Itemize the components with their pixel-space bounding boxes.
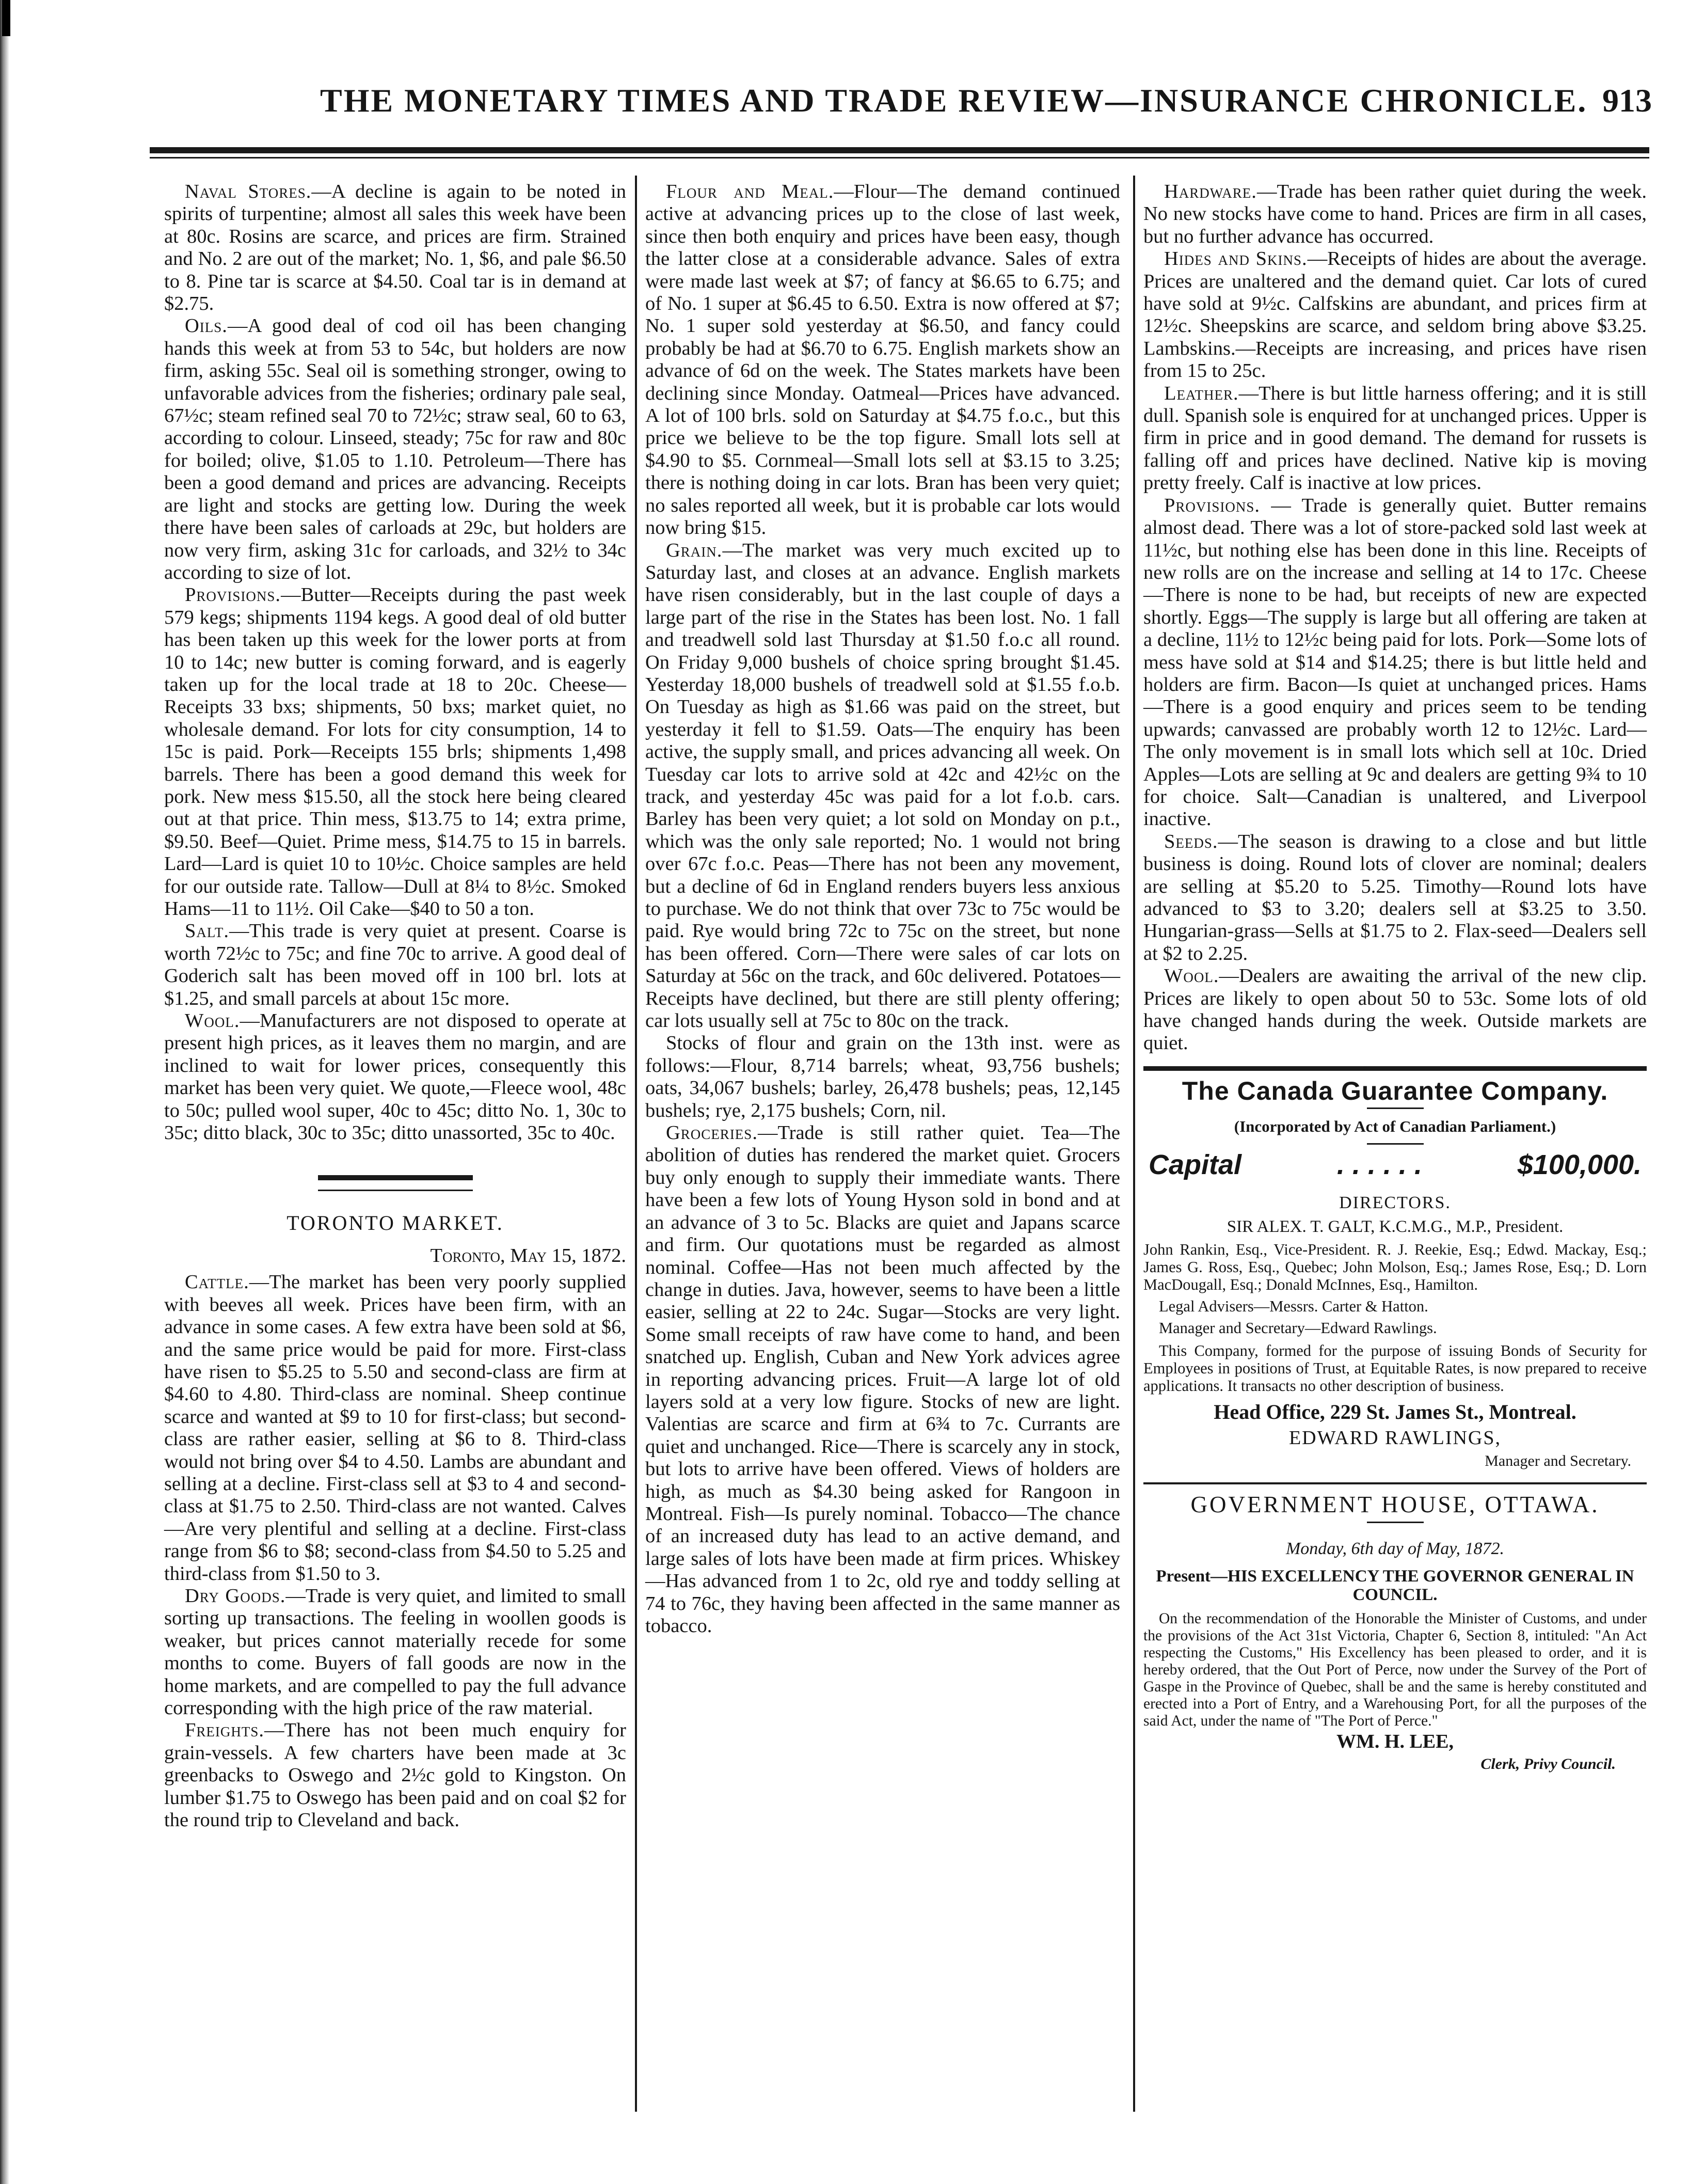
- paragraph-text: —Receipts of hides are about the average. Prices are unaltered and the demand quiet. Car lots of cured have sold at 9½c. Calfskins are abundant, and prices firm at 12½c. Sheepskins are scarce, and seldom bring above $3.25. Lambskins.—Receipts are increasing, and prices have risen from 15 to 25c.: [1143, 248, 1647, 382]
- capital-row: [1149, 1149, 1642, 1180]
- paragraph-text: —Trade has been rather quiet during the week. No new stocks have come to hand. Prices are firm in all cases, but no further advance has occurred.: [1143, 181, 1647, 247]
- notice-rule: [1143, 1482, 1647, 1484]
- paragraph-text: —There has not been much enquiry for grain-vessels. A few charters have been made at 3c greenbacks to Oswego and 2½c gold to Kingston. On lumber $1.75 to Oswego has been paid and on coal $2 for the round trip to Cleveland and back.: [164, 1719, 626, 1831]
- section-lead: Grain.: [666, 539, 723, 561]
- column-rule: [1133, 176, 1135, 2112]
- market-paragraph: [164, 181, 626, 315]
- section-lead: Oils.: [185, 315, 228, 337]
- paragraph-text: —Manufacturers are not disposed to operate at present high prices, as it leaves them no margin, and are inclined to wait for lower prices, consequently this market has been very quiet. We quote,—Fleece wool, 48c to 50c; pulled wool super, 40c to 45c; ditto No. 1, 30c to 35c; ditto black, 30c to 35c; ditto unassorted, 35c to 40c.: [164, 1010, 626, 1144]
- manager-line: Manager and Secretary—Edward Rawlings.: [1159, 1319, 1437, 1337]
- market-paragraph: [1143, 831, 1647, 965]
- section-lead: Salt.: [185, 920, 230, 942]
- head-office: Head Office, 229 St. James St., Montreal.: [1214, 1400, 1576, 1423]
- market-paragraph: [164, 1719, 626, 1831]
- notice-body: On the recommendation of the Honorable the Minister of Customs, and under the provisions of the Act 31st Victoria, Chapter 6, Section 8, intituled: "An Act respecting the Customs," His Excellency has been pleased to order, and it is hereby ordered, that the Out Port of Perce, now under the Survey of the Port of Gaspe in the Province of Quebec, shall be and the same is hereby constituted and erected into a Port of Entry, and a Warehousing Port, for all the purposes of the said Act, under the name of "The Port of Perce.": [1143, 1610, 1647, 1729]
- section-lead: Wool.: [1164, 965, 1219, 987]
- dateline: Toronto, May 15, 1872.: [430, 1244, 626, 1267]
- section-rule: [318, 1175, 473, 1180]
- column-2: [645, 181, 1120, 1637]
- market-paragraph: [1143, 383, 1647, 495]
- paragraph-text: —The market has been very poorly supplied with beeves all week. Prices have been firm, with an advance in some cases. A few extra have been sold at $6, and the same price would be paid for more. First-class have risen to $5.25 to 5.50 and second-class are firm at $4.60 to 4.80. Third-class are nominal. Sheep continue scarce and wanted at $9 to 10 for first-class; but second-class are rather easier, selling at $6 to 8. Third-class would not bring over $4 to 4.50. Lambs are abundant and selling at a decline. First-class sell at $3 to 4 and second-class at $1.75 to 2.50. Third-class are not wanted. Calves—Are very plentiful and selling at a decline. First-class range from $6 to $8; second-class from $4.50 to 5.25 and third-class from $1.50 to 3.: [164, 1271, 626, 1585]
- binding-mark: [2, 0, 10, 36]
- section-lead: Provisions.: [185, 584, 281, 606]
- running-title: THE MONETARY TIMES AND TRADE REVIEW—INSURANCE CHRONICLE.: [320, 82, 1588, 119]
- market-paragraph: [645, 540, 1120, 1033]
- market-paragraph: [1143, 181, 1647, 248]
- section-lead: Groceries.: [666, 1122, 758, 1144]
- directors-list: John Rankin, Esq., Vice-President. R. J. Reekie, Esq.; Edwd. Mackay, Esq.; James G. Ross, Esq., Quebec; John Molson, Esq.; James Rose, Esq.; D. Lorn MacDougall, Esq.; Donald McInnes, Esq., Hamilton.: [1143, 1240, 1647, 1293]
- market-paragraph: [164, 315, 626, 584]
- guarantee-advert: [1143, 1076, 1647, 1472]
- market-paragraph: [1143, 965, 1647, 1055]
- market-paragraph: [1143, 248, 1647, 382]
- paragraph-text: —Trade is very quiet, and limited to small sorting up transactions. The feeling in woollen goods is weaker, but prices cannot materially recede for some months to come. Buyers of fall goods are now in the home markets, and are compelled to pay the full advance corresponding with the high price of the raw material.: [164, 1585, 626, 1719]
- notice-divider: [1367, 1522, 1424, 1523]
- section-lead: Hides and Skins.: [1164, 248, 1308, 270]
- column-rule: [635, 176, 637, 2112]
- paragraph-text: —Flour—The demand continued active at advancing prices up to the close of last week, since then both enquiry and prices have been easy, though the latter close at a considerable advance. Sales of extra were made last week at $7; of fancy at $6.65 to 6.75; and of No. 1 super at $6.45 to 6.50. Extra is now offered at $7; No. 1 super sold yesterday at $6.50, and fancy could probably be had at $6.70 to 6.75. English markets show an advance of 6d on the week. The States markets have been declining since Monday. Oatmeal—Prices have advanced. A lot of 100 brls. sold on Saturday at $4.75 f.o.c., but this price we believe to be the top figure. Small lots sell at $4.90 to $5. Cornmeal—Small lots sell at $3.15 to 3.25; there is nothing doing in car lots. Bran has been very quiet; no sales reported all week, but it is probable car lots would now bring $15.: [645, 181, 1121, 539]
- column-3: [1143, 181, 1647, 1776]
- market-paragraph: [164, 1010, 626, 1144]
- market-paragraph: [645, 181, 1120, 540]
- section-lead: Leather.: [1164, 382, 1239, 404]
- capital-label: Capital: [1149, 1149, 1242, 1180]
- paragraph-text: Stocks of flour and grain on the 13th inst. were as follows:—Flour, 8,714 barrels; wheat, 93,756 bushels; oats, 34,067 bushels; barley, 26,478 bushels; peas, 12,145 bushels; rye, 2,175 bushels; Corn, nil.: [645, 1032, 1120, 1121]
- advert-incorporation: (Incorporated by Act of Canadian Parliament.): [1234, 1117, 1556, 1136]
- paragraph-text: —Dealers are awaiting the arrival of the new clip. Prices are likely to open about 50 to 53c. Some lots of old have changed hands during the week. Outside markets are quiet.: [1143, 965, 1647, 1054]
- advert-title: The Canada Guarantee Company.: [1182, 1076, 1609, 1105]
- government-notice: [1143, 1494, 1647, 1776]
- page-number: 913: [1602, 82, 1652, 119]
- notice-signer-title: Clerk, Privy Council.: [1480, 1755, 1616, 1773]
- paragraph-text: —The season is drawing to a close and but little business is doing. Round lots of clover are nominal; dealers are selling at $5.20 to 5.25. Timothy—Round lots have advanced to $3 to 3.20; dealers sell at $3.25 to 3.50. Hungarian-grass—Sells at $1.75 to 2. Flax-seed—Dealers sell at $2 to 2.25.: [1143, 830, 1647, 964]
- market-paragraph: [164, 920, 626, 1010]
- section-lead: Seeds.: [1164, 830, 1218, 852]
- market-paragraph: [164, 584, 626, 920]
- section-lead: Naval Stores.: [185, 181, 312, 202]
- advert-signer-title: Manager and Secretary.: [1485, 1452, 1631, 1469]
- notice-signer: WM. H. LEE,: [1336, 1730, 1454, 1752]
- capital-value: $100,000.: [1517, 1149, 1642, 1180]
- notice-date: Monday, 6th day of May, 1872.: [1285, 1539, 1505, 1558]
- notice-title: GOVERNMENT HOUSE, OTTAWA.: [1190, 1492, 1600, 1518]
- advert-signer: EDWARD RAWLINGS,: [1288, 1427, 1502, 1449]
- header-rule-thin: [150, 157, 1649, 159]
- advert-divider: [1367, 1107, 1424, 1109]
- paragraph-text: — Trade is generally quiet. Butter remains almost dead. There was a lot of store-packed sold last week at 11½c, but nothing else has been done in this line. Receipts of new rolls are on the increase and selling at 14 to 17c. Cheese—There is none to be had, but receipts of new are expected shortly. Eggs—The supply is large but all offering are taken at a decline, 11½ to 12½c being paid for lots. Pork—Some lots of mess have sold at $14 and $14.25; there is but little held and holders are firm. Bacon—Is quiet at unchanged prices. Hams—There is a good enquiry and prices seem to be tending upwards; canvassed are probably worth 12 to 12½c. Lard—The only movement is in small lots which sell at 10c. Dried Apples—Lots are selling at 9c and dealers are getting 9¾ to 10 for choice. Salt—Canadian is unaltered, and Liverpool inactive.: [1143, 494, 1647, 830]
- directors-heading: DIRECTORS.: [1339, 1193, 1451, 1213]
- page-header: [155, 82, 1652, 138]
- notice-present: Present—HIS EXCELLENCY THE GOVERNOR GENERAL IN COUNCIL.: [1156, 1566, 1634, 1604]
- section-title: TORONTO MARKET.: [286, 1211, 504, 1235]
- advert-rule: [1143, 1066, 1647, 1071]
- paragraph-text: —The market was very much excited up to Saturday last, and closes at an advance. English markets have risen considerably, but in the last couple of days a large part of the rise in the States has been lost. No. 1 fall and treadwell sold last Thursday at $1.50 f.o.c all round. On Friday 9,000 bushels of choice spring brought $1.45. Yesterday 18,000 bushels of treadwell sold at $1.55 f.o.b. On Tuesday as high as $1.66 was paid on the street, but yesterday it fell to $1.59. Oats—The enquiry has been active, the supply small, and prices advancing all week. On Tuesday car lots to arrive sold at 42c and 42½c on the track, and yesterday 45c was paid for a lot f.o.b. cars. Barley has been very quiet; a lot sold on Monday on p.t., which was the only sale reported; No. 1 would not bring over 67c f.o.c. Peas—There has not been any movement, but a decline of 6d in England renders buyers less anxious to purchase. We do not think that over 73c to 75c would be paid. Rye would bring 72c to 75c on the street, but none has been offered. Corn—There were sales of car lots on Saturday at 56c on the track, and 60c delivered. Potatoes—Receipts have declined, but there are still plenty offering; car lots usually sell at 75c to 80c on the track.: [645, 539, 1120, 1032]
- paragraph-text: —This trade is very quiet at present. Coarse is worth 72½c to 75c; and fine 70c to arrive. A good deal of Goderich salt has been moved off in 100 brl. lots at $1.25, and small parcels at about 15c more.: [164, 920, 626, 1009]
- section-lead: Flour and Meal.: [666, 181, 834, 202]
- market-paragraph: [164, 1585, 626, 1719]
- section-rule-thin: [318, 1190, 473, 1191]
- president: SIR ALEX. T. GALT, K.C.M.G., M.P., President.: [1227, 1217, 1564, 1237]
- market-paragraph: [645, 1122, 1120, 1637]
- paragraph-text: —A good deal of cod oil has been changing hands this week at from 53 to 54c, but holders are now firm, asking 55c. Seal oil is something stronger, owing to unfavorable advices from the fisheries; ordinary pale seal, 67½c; steam refined seal 70 to 72½c; straw seal, 60 to 63, according to colour. Linseed, steady; 75c for raw and 80c for boiled; olive, $1.05 to 1.10. Petroleum—There has been a good demand and prices are advancing. Receipts are light and stocks are getting low. During the week there have been sales of carloads at 29c, but holders are now very firm, asking 31c for carloads, and 32½ to 34c according to size of lot.: [164, 315, 626, 583]
- legal-advisers: Legal Advisers—Messrs. Carter & Hatton.: [1159, 1297, 1428, 1315]
- paragraph-text: —A decline is again to be noted in spirits of turpentine; almost all sales this week have been at 80c. Rosins are scarce, and prices are firm. Strained and No. 2 are out of the market; No. 1, $6, and pale $6.50 to 8. Pine tar is scarce at $4.50. Coal tar is in demand at $2.75.: [164, 181, 627, 315]
- column-1: [164, 181, 626, 1831]
- market-paragraph: [645, 1032, 1120, 1122]
- paragraph-text: —There is but little harness offering; and it is still dull. Spanish sole is enquired for at unchanged prices. Upper is firm in price and in good demand. The demand for russets is falling off and prices have declined. Native kip is moving pretty freely. Calf is inactive at low prices.: [1143, 382, 1647, 494]
- binding-edge: [0, 0, 9, 2184]
- section-lead: Cattle.: [185, 1271, 249, 1293]
- paragraph-text: —Trade is still rather quiet. Tea—The abolition of duties has rendered the market quiet. Grocers buy only enough to supply their immediate wants. There have been a few lots of Young Hyson sold in bond and at an advance of 3 to 5c. Blacks are quiet and Japans scarce and firm. Our quotations must be regarded as almost nominal. Coffee—Has not been much affected by the change in duties. Java, however, seems to have been a little easier, selling at 22 to 24c. Sugar—Stocks are very light. Some small receipts of raw have come to hand, and been snatched up. English, Cuban and New York advices agree in reporting advancing prices. Fruit—A large lot of old layers sold at a very low figure. Stocks of new are light. Valentias are scarce and firm at 6¾ to 7c. Currants are quiet and unchanged. Rice—There is scarcely any in stock, but lots to arrive have been offered. Views of holders are high, as much as $4.30 being asked for Rangoon in Montreal. Fish—Is purely nominal. Tobacco—The chance of an increased duty has lead to an active demand, and large sales of lots have been made at firm prices. Whiskey—Has advanced from 1 to 2c, old rye and toddy selling at 74 to 76c, they having been affected in the same manner as tobacco.: [645, 1122, 1120, 1637]
- market-paragraph: [1143, 495, 1647, 831]
- section-lead: Freights.: [185, 1719, 265, 1742]
- section-lead: Wool.: [185, 1010, 240, 1032]
- market-paragraph: [164, 1271, 626, 1585]
- advert-body: This Company, formed for the purpose of issuing Bonds of Security for Employees in positions of Trust, at Equitable Rates, is now prepared to receive applications. It transacts no other description of business.: [1143, 1341, 1647, 1395]
- section-lead: Dry Goods.: [185, 1585, 286, 1607]
- advert-divider: [1367, 1143, 1424, 1145]
- section-lead: Hardware.: [1164, 181, 1257, 202]
- paragraph-text: —Butter—Receipts during the past week 579 kegs; shipments 1194 kegs. A good deal of old butter has been taken up this week for the lower ports at from 10 to 14c; new butter is coming forward, and is eagerly taken up for the local trade at 18 to 20c. Cheese—Receipts 33 bxs; shipments, 50 bxs; market quiet, no wholesale demand. For lots for city consumption, 14 to 15c is paid. Pork—Receipts 155 brls; shipments 1,498 barrels. There has been a good demand this week for pork. New mess $15.50, all the stock here being cleared out at that price. Thin mess, $13.75 to 14; extra prime, $9.50. Beef—Quiet. Prime mess, $14.75 to 15 in barrels. Lard—Lard is quiet 10 to 10½c. Choice samples are held for our outside rate. Tallow—Dull at 8¼ to 8½c. Smoked Hams—11 to 11½. Oil Cake—$40 to 50 a ton.: [164, 584, 626, 920]
- section-lead: Provisions.: [1164, 494, 1261, 516]
- header-rule: [150, 147, 1649, 153]
- capital-dots: . . . . . .: [1336, 1149, 1422, 1180]
